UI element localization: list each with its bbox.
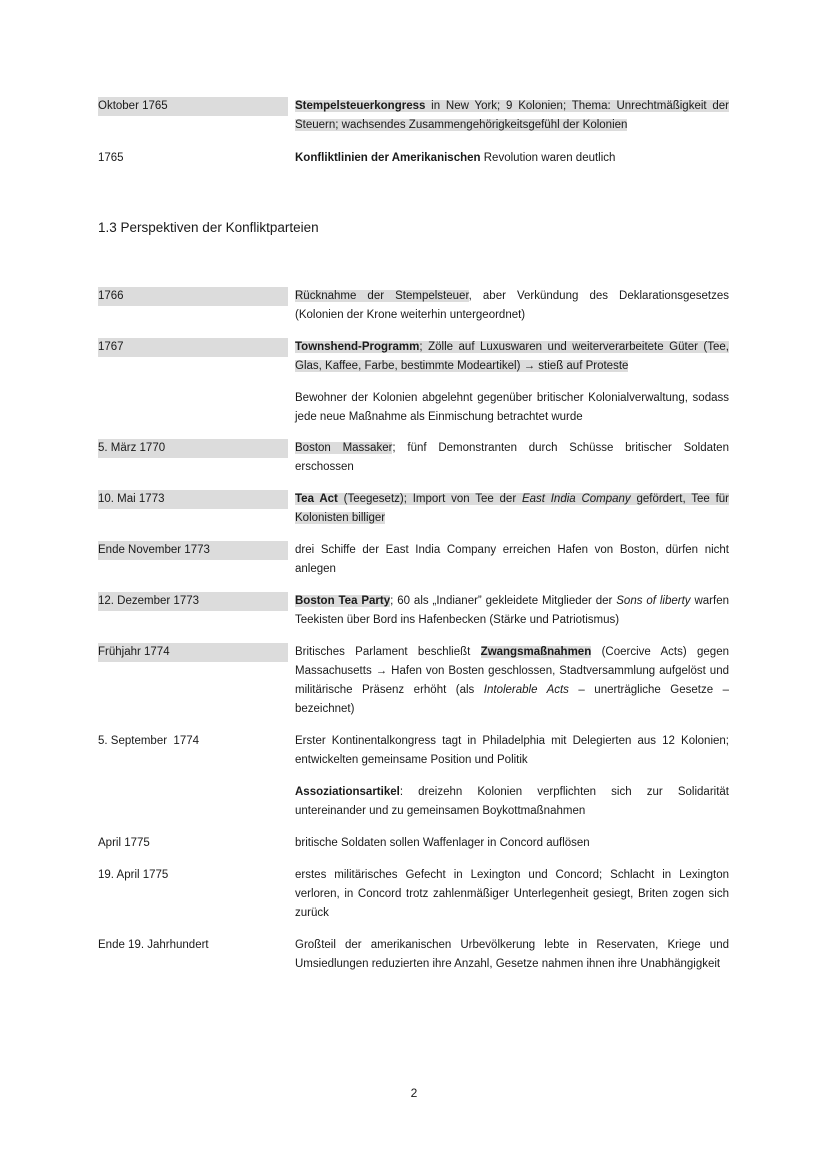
row-text: drei Schiffe der East India Company erreichen Hafen von Boston, dürfen nicht anlegen bbox=[295, 544, 729, 575]
row-text: Erster Kontinentalkongress tagt in Philadelphia mit Delegierten aus 12 Kolonien; entwickelten gemeinsame Position und Politik Assoziationsartikel: dreizehn Kolonien verpflichten sich zur Solidarität untereinander und zu gemeinsamen Boykottmaßnahmen bbox=[295, 735, 729, 817]
page-number: 2 bbox=[410, 1086, 418, 1100]
row-text: Boston Tea Party; 60 als „Indianer” gekleidete Mitglieder der Sons of liberty warfen Teekisten über Bord ins Hafenbecken (Stärke und Patriotismus) bbox=[295, 595, 729, 626]
row-date: 12. Dezember 1773 bbox=[98, 592, 288, 611]
row-text: erstes militärisches Gefecht in Lexington und Concord; Schlacht in Lexington verloren, in Concord trotz zahlenmäßiger Unterlegenheit gesiegt, Briten zogen sich zurück bbox=[295, 869, 729, 919]
row-date: 5. März 1770 bbox=[98, 439, 288, 458]
row-date: 1765 bbox=[98, 152, 124, 164]
row-date: Oktober 1765 bbox=[98, 97, 288, 116]
row-date: 10. Mai 1773 bbox=[98, 490, 288, 509]
row-text: britische Soldaten sollen Waffenlager in Concord auflösen bbox=[295, 837, 590, 849]
row-date: Ende 19. Jahrhundert bbox=[98, 939, 209, 951]
row-text: Tea Act (Teegesetz); Import von Tee der East India Company gefördert, Tee für Kolonisten billiger bbox=[295, 493, 730, 524]
row-text: Konfliktlinien der Amerikanischen Revolution waren deutlich bbox=[295, 152, 616, 164]
row-date: 19. April 1775 bbox=[98, 869, 169, 881]
row-date: 5. September 1774 bbox=[98, 735, 200, 747]
row-date: Ende November 1773 bbox=[98, 541, 288, 560]
row-date: 1767 bbox=[98, 338, 288, 357]
section-heading: 1.3 Perspektiven der Konfliktparteien bbox=[98, 220, 319, 235]
row-text: Rücknahme der Stempelsteuer, aber Verkündung des Deklarationsgesetzes (Kolonien der Krone weiterhin untergeordnet) bbox=[295, 290, 729, 321]
row-date: April 1775 bbox=[98, 837, 150, 849]
row-text: Großteil der amerikanischen Urbevölkerung lebte in Reservaten, Kriege und Umsiedlungen reduzierten ihre Anzahl, Gesetze nahmen ihnen ihre Unabhängigkeit bbox=[295, 939, 729, 970]
row-date: Frühjahr 1774 bbox=[98, 643, 288, 662]
row-text: Boston Massaker; fünf Demonstranten durch Schüsse britischer Soldaten erschossen bbox=[295, 442, 729, 473]
row-text: Townshend-Programm; Zölle auf Luxuswaren und weiterverarbeitete Güter (Tee, Glas, Kaffee, Farbe, bestimmte Modeartikel) → stieß auf Proteste Bewohner der Kolonien abgelehnt gegenüber britischer Kolonialverwaltung, sodass jede neue Maßnahme als Einmischung betrachtet wurde bbox=[295, 341, 729, 423]
row-text: Britisches Parlament beschließt Zwangsmaßnahmen (Coercive Acts) gegen Massachusetts → Hafen von Bosten geschlossen, Stadtversammlung aufgelöst und militärische Präsenz erhöht (als Intolerable Acts – unerträgliche Gesetze – bezeichnet) bbox=[295, 646, 729, 715]
row-date: 1766 bbox=[98, 287, 288, 306]
row-text: Stempelsteuerkongress in New York; 9 Kolonien; Thema: Unrechtmäßigkeit der Steuern; wachsendes Zusammengehörigkeitsgefühl der Kolonien bbox=[295, 100, 729, 131]
